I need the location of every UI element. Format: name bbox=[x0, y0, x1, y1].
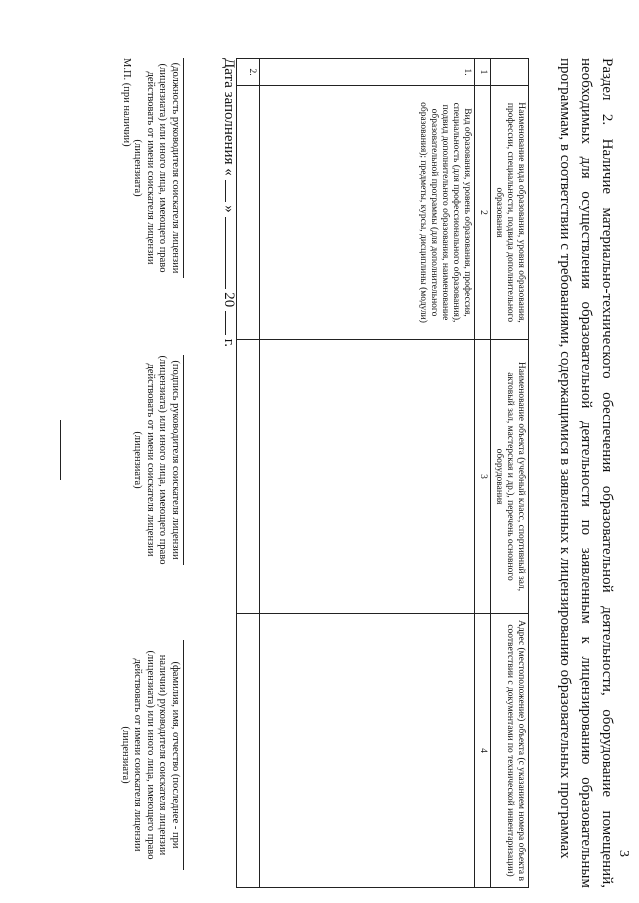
signature-caption: (фамилия, имя, отчество (последнее - при наличии) руководителя соискателя лицензии (лицензиата) или иного лица, имеющего право действовать от имени соискателя лицензии (лицензиата) bbox=[120, 650, 181, 860]
signature-sign bbox=[131, 355, 184, 565]
date-day-blank bbox=[225, 180, 226, 202]
date-suffix: г. bbox=[221, 338, 237, 347]
column-number: 3 bbox=[475, 340, 491, 614]
signature-line bbox=[183, 640, 184, 870]
row-education-cell bbox=[237, 86, 260, 340]
row-object-cell bbox=[260, 340, 475, 614]
row-number: 2. bbox=[237, 59, 260, 86]
resources-table bbox=[236, 58, 529, 888]
table-row bbox=[260, 59, 475, 888]
bottom-short-line bbox=[60, 420, 61, 480]
fill-date-line bbox=[220, 58, 237, 347]
signature-line bbox=[183, 58, 184, 278]
date-year-blank bbox=[225, 311, 226, 335]
row-address-cell bbox=[260, 614, 475, 888]
signature-name bbox=[119, 640, 185, 870]
column-number: 2 bbox=[475, 86, 491, 340]
header-cell-object: Наименование объекта (учебный класс, спортивный зал, актовый зал, мастерская и др.), перечень основного оборудования bbox=[491, 340, 529, 614]
date-label: Дата заполнения « bbox=[221, 58, 237, 176]
header-cell-education: Наименование вида образования, уровня образования, профессии, специальности, подвида дополнительного образования bbox=[491, 86, 529, 340]
table-header-row bbox=[491, 59, 529, 888]
row-address-cell bbox=[237, 614, 260, 888]
header-cell-address: Адрес (местоположение) объекта (с указанием номера объекта в соответствии с документами по технической инвентаризации) bbox=[491, 614, 529, 888]
stamp-place: М.П. (при наличии) bbox=[121, 58, 132, 147]
column-number: 4 bbox=[475, 614, 491, 888]
column-number-row bbox=[475, 59, 491, 888]
section-heading: Раздел 2. Наличие материально-технического обеспечения образовательной деятельности, оборудование помещений, необходимых для осуществления образовательной деятельности по заявленным к лицензированию образовательным программам, в соответствии с требованиями, содержащимися в заявленных к лицензированию образовательных программах bbox=[557, 58, 615, 888]
date-month-blank bbox=[225, 217, 226, 289]
header-cell-number bbox=[491, 59, 529, 86]
column-number: 1 bbox=[475, 59, 491, 86]
row-object-cell bbox=[237, 340, 260, 614]
date-year-prefix: 20 bbox=[221, 292, 237, 308]
page-number: 3 bbox=[616, 850, 631, 857]
signature-position bbox=[131, 58, 184, 278]
row-education-cell: Вид образования, уровень образования, профессия, специальность (для профессионального образования), подвид дополнительного образования, наименование образовательной программы (для дополнительного образования); предметы, курсы, дисциплины (модули) bbox=[260, 86, 475, 340]
signature-line bbox=[183, 355, 184, 565]
table-row bbox=[237, 59, 260, 888]
date-quote-close: » bbox=[221, 205, 237, 213]
row-number: 1. bbox=[260, 59, 475, 86]
signature-caption: (должность руководителя соискателя лицензии (лицензиата) или иного лица, имеющего право действовать от имени соискателя лицензии (лицензиата) bbox=[132, 62, 181, 274]
signature-caption: (подпись руководителя соискателя лицензии (лицензиата) или иного лица, имеющего право действовать от имени соискателя лицензии (лицензиата) bbox=[132, 355, 181, 565]
